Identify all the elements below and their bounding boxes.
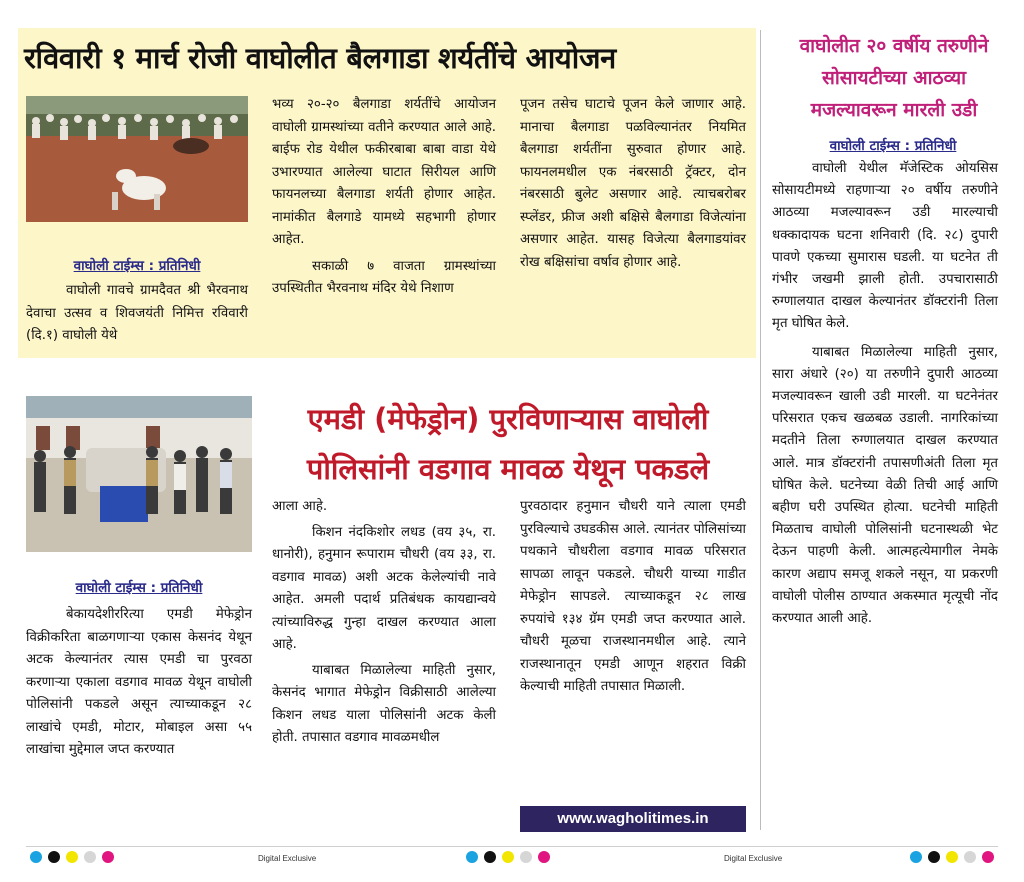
registration-dot (66, 851, 78, 863)
incident-byline: वाघोली टाईम्स : प्रतिनिधी (829, 138, 957, 154)
police-seizure-photo (26, 396, 252, 552)
registration-dot (946, 851, 958, 863)
bullock-cart-race-photo (26, 96, 248, 222)
registration-dot (466, 851, 478, 863)
crime-column-1 (26, 604, 252, 762)
incident-headline-line-2: सोसायटीच्या आठव्या (821, 67, 967, 89)
footer-label-left: Digital Exclusive (258, 854, 317, 863)
registration-dot (484, 851, 496, 863)
incident-headline-line-3: मजल्यावरून मारली उडी (810, 99, 978, 121)
incident-headline-line-1: वाघोलीत २० वर्षीय तरुणीने (799, 35, 989, 57)
incident-paragraph-2: याबाबत मिळालेल्या माहिती नुसार, सारा अंधारे (२०) या तरुणीने दुपारी आठव्या मजल्यावरून खाली उडी मारली. या घटनेनंतर परिसरात एकच खळबळ उडाली. नागरिकांच्या मदतीने तिला रुग्णालयात दाखल करण्यात आले. मात्र डॉक्टरांनी तपासणीअंती तिला मृत घोषित केले. घटनेच्या वेळी तिची आई आणि बहीण घरी उपस्थित होत्या. घटनेची माहिती मिळताच वाघोली पोलिसांनी घटनास्थळी भेट देऊन पाहणी केली. आत्महत्येमागील नेमके कारण अद्याप समजू शकले नसून, या प्रकरणी वाघोली पोलीस ठाण्यात अकस्मात मृत्यूची नोंद करण्यात आली आहे. (772, 344, 998, 627)
crime-column-2-paragraph-2: किशन नंदकिशोर लधड (वय ३५, रा. धानोरी), हनुमान रूपाराम चौधरी (वय ३३, रा. वडगाव मावळ) अशी अटक केलेल्यांची नावे आहेत. अमली पदार्थ प्रतिबंधक कायद्यान्वये त्यांच्याविरुद्ध गुन्हा दाखल करण्यात आला आहे. (272, 524, 496, 652)
crime-column-2-paragraph-3: याबाबत मिळालेल्या माहिती नुसार, केसनंद भागात मेफेड्रोन विक्रीसाठी आलेल्या किशन लधड याला पोलिसांनी अटक केली होती. तपासात वडगाव मावळमधील (272, 662, 496, 745)
footer-rule (26, 846, 998, 847)
registration-dot (982, 851, 994, 863)
registration-dot (48, 851, 60, 863)
feature-column-2-paragraph-2: सकाळी ७ वाजता ग्रामस्थांच्या उपस्थितीत भैरवनाथ मंदिर येथे निशाण (272, 258, 496, 296)
registration-dot (520, 851, 532, 863)
registration-dot (928, 851, 940, 863)
crime-column-2-paragraph-1: आला आहे. (272, 499, 328, 514)
feature-column-1-text: वाघोली गावचे ग्रामदैवत श्री भैरवनाथ देवाचा उत्सव व शिवजयंती निमित्त रविवारी (दि.१) वाघोली येथे (26, 283, 248, 343)
footer-label-right: Digital Exclusive (724, 854, 783, 863)
column-divider (760, 30, 761, 830)
crime-column-3 (520, 496, 746, 699)
registration-dot (30, 851, 42, 863)
crime-byline: वाघोली टाईम्स : प्रतिनिधी (75, 580, 203, 596)
crime-headline-line-2: पोलिसांनी वडगाव मावळ येथून पकडले (306, 452, 710, 486)
feature-column-3 (520, 94, 746, 274)
feature-byline: वाघोली टाईम्स : प्रतिनिधी (73, 258, 201, 274)
registration-dot (102, 851, 114, 863)
feature-column-3-text: पूजन तसेच घाटाचे पूजन केले जाणार आहे. मानाचा बैलगाडा पळविल्यानंतर नियमित बैलगाडा शर्यतींना सुरुवात होणार आहे. फायनलमधील एक नंबरसाठी ट्रॅक्टर, दोन नंबरसाठी बुलेट असणार आहे. त्याचबरोबर स्प्लेंडर, फ्रीज अशी बक्षिसे बैलगाडा विजेत्यांना असणार आहेत. यासह विजेत्या बैलगाडयांवर रोख बक्षिसांचा वर्षाव होणार आहे. (520, 97, 746, 270)
incident-paragraph-1: वाघोली येथील मॅजेस्टिक ओयसिस सोसायटीमध्ये राहणाऱ्या २० वर्षीय तरुणीने आठव्या मजल्यावरून उडी मारल्याची धक्कादायक घटना शनिवारी (दि. २८) दुपारी पावणे एकच्या सुमारास घडली. या घटनेत ती गंभीर जखमी झाली होती. उपचारासाठी रुग्णालयात दाखल केल्यानंतर डॉक्टरांनी तिला मृत घोषित केले. (772, 161, 998, 332)
registration-dot (502, 851, 514, 863)
feature-column-2-paragraph-1: भव्य २०-२० बैलगाडा शर्यतींचे आयोजन वाघोली ग्रामस्थांच्या वतीने करण्यात आले आहे. बाईफ रोड येथील फकीरबाबा बाबा वाडा येथे उभारण्यात आलेल्या घाटात सिरीयल आणि फायनलच्या बैलगाडा शर्यती होणार आहेत. नामांकीत बैलगाडे यामध्ये सहभागी होणार आहेत. (272, 97, 496, 247)
crime-column-3-text: पुरवठादार हनुमान चौधरी याने त्याला एमडी पुरविल्याचे उघडकीस आले. त्यानंतर पोलिसांच्या पथकाने चौधरीला वडगाव मावळ परिसरात सापळा लावून पकडले. चौधरी याच्या गाडीत मेफेड्रोन सापडले. त्याच्याकडून २८ लाख रुपयांचे १३४ ग्रॅम एमडी जप्त करण्यात आले. चौधरी मूळचा राजस्थानमधील आहे. त्याने राजस्थानातून एमडी आणून शहरात विक्री केल्याची माहिती तपासात मिळाली. (520, 499, 746, 694)
crime-headline-line-1: एमडी (मेफेड्रोन) पुरविणाऱ्यास वाघोली (307, 402, 709, 436)
crime-column-2 (272, 496, 496, 750)
registration-dot (964, 851, 976, 863)
feature-headline: रविवारी १ मार्च रोजी वाघोलीत बैलगाडा शर्यतींचे आयोजन (24, 41, 616, 75)
registration-dot (910, 851, 922, 863)
incident-column (772, 158, 998, 630)
incident-headline (768, 30, 1020, 126)
crime-headline (262, 394, 754, 494)
feature-column-1 (26, 280, 248, 348)
website-banner: www.wagholitimes.in (520, 806, 746, 832)
registration-dot (84, 851, 96, 863)
registration-dot (538, 851, 550, 863)
crime-column-1-text: बेकायदेशीररित्या एमडी मेफेड्रोन विक्रीकरिता बाळगणाऱ्या एकास केसनंद येथून अटक केल्यानंतर त्यास एमडी चा पुरवठा करणाऱ्या एकाला वडगाव मावळ येथून वाघोली पोलिसांनी पकडले असून त्याच्याकडून २८ लाखांचे एमडी, मोटार, मोबाइल असा ५५ लाखांचा मुद्देमाल जप्त करण्यात (26, 607, 252, 757)
feature-column-2 (272, 94, 496, 301)
